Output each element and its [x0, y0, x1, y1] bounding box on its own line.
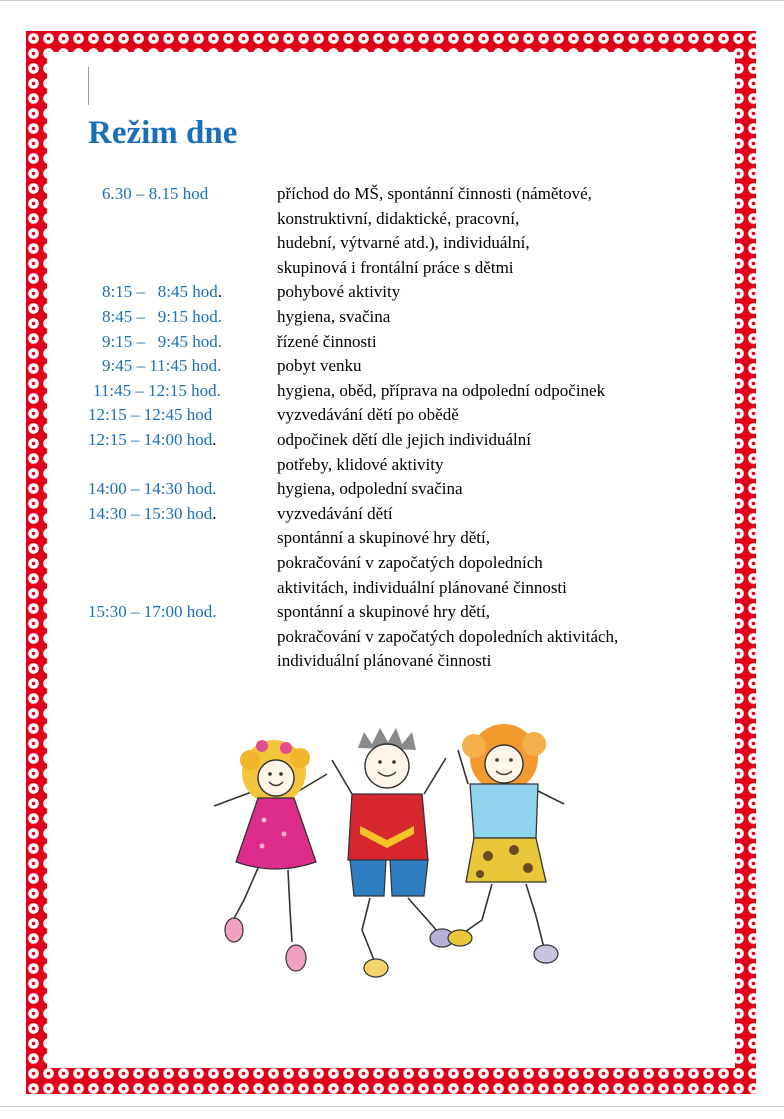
schedule-row [0, 428, 784, 477]
schedule-row [0, 354, 784, 379]
schedule-activity [277, 428, 737, 477]
schedule-time-text: 11:45 – 12:15 hod. [93, 380, 221, 400]
schedule-time-text: 9:45 – 11:45 hod. [102, 356, 222, 376]
schedule-row [0, 477, 784, 502]
schedule-activity [277, 354, 737, 379]
daily-schedule [0, 182, 784, 674]
schedule-time-text: 15:30 – 17:00 hod. [88, 602, 217, 622]
child-girl-pink-dress [214, 740, 327, 971]
schedule-time [102, 280, 222, 305]
schedule-row [0, 182, 784, 280]
schedule-activity-line: odpočinek dětí dle jejich individuální [277, 429, 531, 449]
schedule-activity [277, 182, 737, 280]
schedule-activity [277, 403, 737, 428]
schedule-time-text: 12:15 – 12:45 hod [88, 405, 213, 425]
schedule-activity [277, 330, 737, 355]
schedule-time [102, 354, 221, 379]
schedule-time [102, 182, 208, 207]
schedule-activity-line: pokračování v započatých dopoledních [277, 552, 543, 572]
schedule-activity-line: individuální plánované činnosti [277, 651, 492, 671]
schedule-activity-line: potřeby, klidové aktivity [277, 454, 444, 474]
schedule-time [93, 379, 221, 404]
schedule-time-text: 8:15 – 8:45 hod [102, 282, 218, 302]
schedule-time [88, 502, 216, 527]
schedule-row [0, 403, 784, 428]
schedule-activity [277, 379, 737, 404]
schedule-activity-line: pobyt venku [277, 356, 362, 376]
schedule-activity-line: příchod do MŠ, spontánní činnosti (námětové, [277, 184, 592, 203]
schedule-time-text: 9:15 – 9:45 hod. [102, 331, 222, 351]
page-title: Režim dne [88, 115, 238, 151]
schedule-row [0, 305, 784, 330]
schedule-row [0, 330, 784, 355]
text-cursor [88, 67, 89, 105]
schedule-row [0, 600, 784, 674]
schedule-activity [277, 502, 737, 600]
schedule-activity-line: pohybové aktivity [277, 282, 401, 302]
schedule-activity-line: hygiena, svačina [277, 306, 391, 326]
schedule-activity-line: hygiena, odpolední svačina [277, 479, 463, 499]
schedule-row [0, 280, 784, 305]
schedule-activity [277, 600, 737, 674]
schedule-time-text: 6.30 – 8.15 hod [102, 184, 209, 203]
schedule-activity [277, 477, 737, 502]
schedule-time-text: 8:45 – 9:15 hod. [102, 306, 222, 326]
schedule-time-text: 12:15 – 14:00 hod [88, 429, 213, 449]
schedule-activity-line: konstruktivní, didaktické, pracovní, [277, 208, 520, 228]
dancing-children-illustration [192, 710, 584, 988]
schedule-time-text: 14:00 – 14:30 hod. [88, 479, 217, 499]
schedule-time [102, 305, 222, 330]
schedule-activity-line: vyzvedávání dětí [277, 503, 393, 523]
schedule-activity-line: vyzvedávání dětí po obědě [277, 405, 459, 425]
schedule-row [0, 379, 784, 404]
schedule-activity-line: aktivitách, individuální plánované činnosti [277, 577, 567, 597]
top-divider [0, 0, 784, 1]
schedule-time [88, 477, 216, 502]
bottom-divider [0, 1106, 784, 1107]
schedule-time-period: . [212, 503, 217, 523]
schedule-activity-line: hudební, výtvarné atd.), individuální, [277, 233, 530, 253]
child-girl-blue-shirt [448, 724, 564, 963]
schedule-activity-line: spontánní a skupinové hry dětí, [277, 528, 490, 548]
schedule-activity-line: spontánní a skupinové hry dětí, [277, 602, 490, 622]
schedule-activity-line: řízené činnosti [277, 331, 377, 351]
schedule-time-text: 14:30 – 15:30 hod [88, 503, 213, 523]
schedule-time [88, 403, 212, 428]
schedule-activity [277, 305, 737, 330]
schedule-time-period: . [212, 429, 217, 449]
schedule-time-period: . [217, 282, 222, 302]
schedule-time [88, 428, 216, 453]
schedule-activity-line: hygiena, oběd, příprava na odpolední odpočinek [277, 380, 606, 400]
schedule-activity-line: pokračování v započatých dopoledních aktivitách, [277, 626, 619, 646]
schedule-activity [277, 280, 737, 305]
child-boy-red-shirt [332, 728, 454, 977]
schedule-row [0, 502, 784, 600]
schedule-time [88, 600, 216, 625]
schedule-time [102, 330, 222, 355]
schedule-activity-line: skupinová i frontální práce s dětmi [277, 257, 514, 277]
